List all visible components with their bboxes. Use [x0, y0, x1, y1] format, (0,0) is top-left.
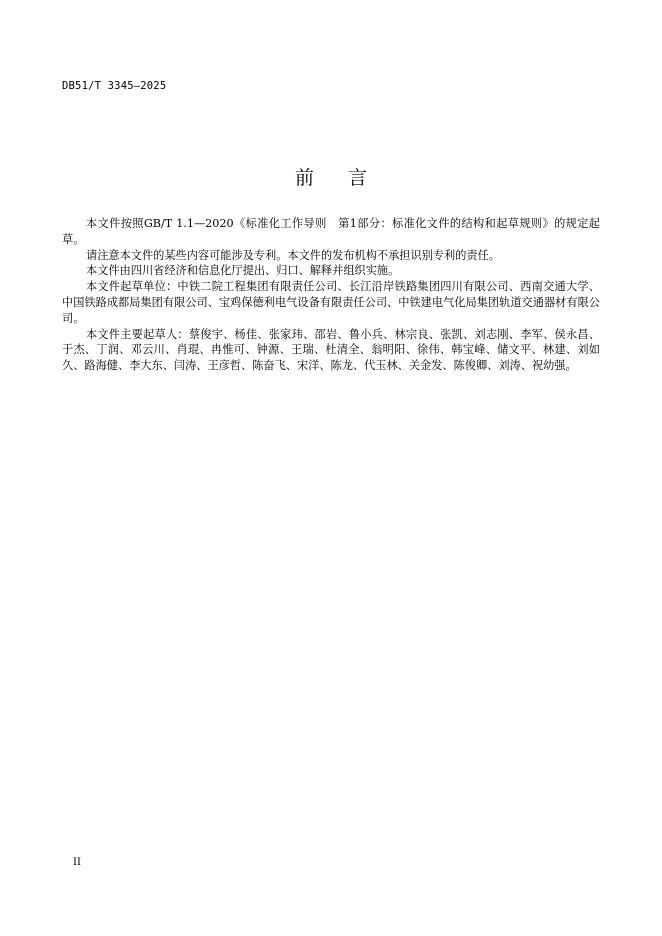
page-title	[0, 163, 662, 190]
paragraph-drafting-units: 本文件起草单位：中铁二院工程集团有限责任公司、长江沿岸铁路集团四川有限公司、西南交通大学、中国铁路成都局集团有限公司、宝鸡保德利电气设备有限责任公司、中铁建电气化局集团轨道交通器材有限公司。	[62, 280, 600, 325]
page-number: II	[73, 857, 81, 868]
title-char-1: 前	[294, 167, 314, 189]
paragraph-proposer: 本文件由四川省经济和信息化厅提出、归口、解释并组织实施。	[86, 264, 400, 278]
paragraph-patent-notice: 请注意本文件的某些内容可能涉及专利。本文件的发布机构不承担识别专利的责任。	[86, 248, 500, 262]
standard-code: DB51/T 3345—2025	[62, 80, 167, 92]
paragraph-drafters: 本文件主要起草人：蔡俊宇、杨佳、张家玮、邵岩、鲁小兵、林宗良、张凯、刘志刚、李军、侯永昌、于杰、丁润、邓云川、肖琨、冉惟可、钟源、王瑞、杜清全、翁明阳、徐伟、韩宝峰、储文平、林建、刘如久、路海健、李大东、闫涛、王彦哲、陈奋飞、宋洋、陈龙、代玉林、关金发、陈俊卿、刘涛、祝幼强。	[62, 327, 600, 373]
paragraph-drafting-rules: 本文件按照GB/T 1.1—2020《标准化工作导则 第1部分：标准化文件的结构和起草规则》的规定起草。	[62, 217, 600, 246]
title-char-2: 言	[348, 167, 368, 189]
foreword-body	[62, 216, 600, 374]
